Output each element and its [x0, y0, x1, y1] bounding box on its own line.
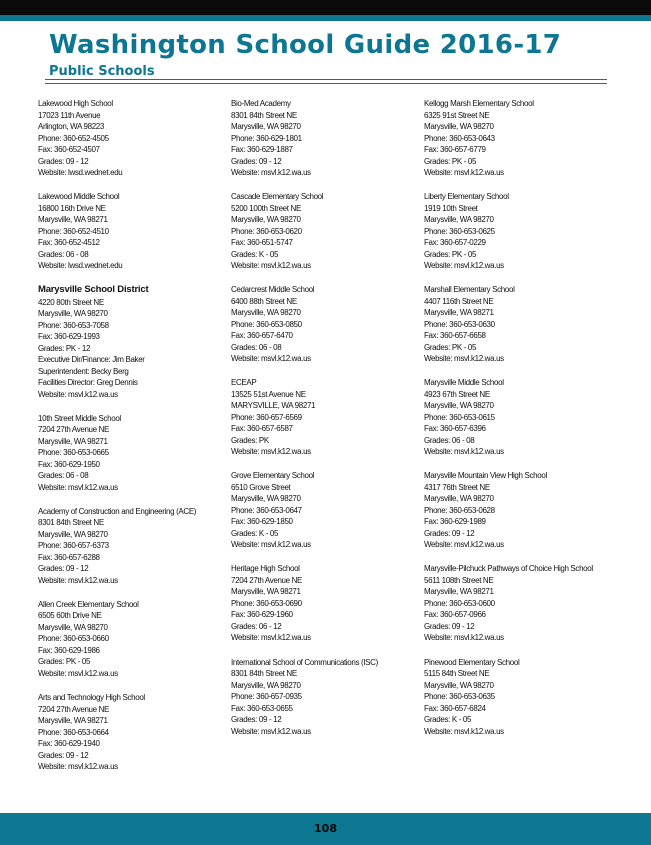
entry-detail-line: Marysville, WA 98270	[424, 401, 494, 411]
entry-detail-line: Phone: 360-653-0647	[231, 505, 302, 515]
entry-detail-line: Grades: 09 - 12	[231, 715, 282, 725]
school-name: Cedarcrest Middle School	[231, 285, 315, 295]
school-name: Cascade Elementary School	[231, 192, 324, 202]
entry-detail-line: Phone: 360-653-0643	[424, 133, 495, 143]
listing-column-2	[231, 98, 419, 750]
school-name: Arts and Technology High School	[38, 693, 145, 703]
entry-detail-line: 16800 16th Drive NE	[38, 203, 106, 213]
entry-detail-line: Marysville, WA 98271	[38, 436, 108, 446]
school-name: Kellogg Marsh Elementary School	[424, 99, 534, 108]
school-entry	[424, 563, 612, 644]
entry-detail-line: Grades: K - 05	[231, 249, 279, 259]
entry-detail-line: Grades: PK - 05	[38, 657, 91, 667]
school-name: Marysville Middle School	[424, 378, 504, 388]
entry-detail-line: Phone: 360-653-0690	[231, 598, 302, 608]
entry-detail-line: Marysville, WA 98270	[424, 122, 494, 131]
entry-detail-line: Grades: K - 05	[231, 528, 279, 538]
entry-detail-line: Marysville, WA 98270	[38, 529, 108, 539]
entry-detail-line: 4317 76th Street NE	[424, 482, 490, 492]
entry-detail-line: 7204 27th Avenue NE	[38, 704, 110, 714]
entry-detail-line: 5611 108th Street NE	[424, 575, 494, 585]
entry-detail-line: Marysville, WA 98270	[231, 215, 301, 225]
entry-detail-line: Phone: 360-653-0620	[231, 226, 302, 236]
entry-detail-line: Fax: 360-653-0655	[231, 703, 293, 713]
entry-detail-line: Website: msvl.k12.wa.us	[231, 447, 311, 457]
entry-detail-line: Fax: 360-657-6587	[231, 424, 293, 434]
school-entry	[231, 657, 419, 738]
school-entry	[231, 563, 419, 644]
entry-detail-line: Facilities Director: Greg Dennis	[38, 378, 138, 388]
top-teal-band	[0, 15, 651, 21]
entry-detail-line: Fax: 360-657-0966	[424, 610, 486, 620]
entry-detail-line: Grades: 06 - 08	[231, 342, 282, 352]
header-rule-top	[45, 79, 607, 80]
entry-detail-line: Grades: 06 - 08	[424, 435, 475, 445]
entry-detail-line: 6510 Grove Street	[231, 482, 291, 492]
entry-detail-line: Phone: 360-653-0635	[424, 692, 495, 702]
school-entry	[38, 191, 226, 272]
entry-detail-line: Website: msvl.k12.wa.us	[231, 726, 311, 736]
district-name: Marysville School District	[38, 284, 149, 296]
listing-column-3	[424, 98, 612, 750]
school-entry	[424, 191, 612, 272]
school-name: Pinewood Elementary School	[424, 657, 520, 667]
entry-detail-line: Grades: 09 - 12	[38, 750, 89, 760]
entry-detail-line: 13525 51st Avenue NE	[231, 389, 306, 399]
entry-detail-line: Website: msvl.k12.wa.us	[424, 540, 504, 550]
entry-detail-line: Website: msvl.k12.wa.us	[38, 668, 118, 678]
school-name: 10th Street Middle School	[38, 413, 121, 423]
entry-detail-line: 8301 84th Street NE	[231, 669, 297, 679]
school-name: ECEAP	[231, 378, 257, 388]
entry-detail-line: 8301 84th Street NE	[231, 110, 297, 120]
school-entry	[231, 470, 419, 551]
entry-detail-line: Website: msvl.k12.wa.us	[231, 261, 311, 271]
school-name: Marshall Elementary School	[424, 285, 515, 295]
school-name: Allen Creek Elementary School	[38, 599, 139, 609]
school-name: Marysville Mountain View High School	[424, 471, 547, 481]
entry-detail-line: Grades: PK - 12	[38, 343, 91, 353]
entry-detail-line: Website: msvl.k12.wa.us	[231, 354, 311, 364]
school-entry	[424, 470, 612, 551]
entry-detail-line: Grades: 09 - 12	[38, 156, 89, 166]
entry-detail-line: Phone: 360-653-0850	[231, 319, 302, 329]
entry-detail-line: Marysville, WA 98270	[424, 215, 494, 225]
entry-detail-line: Website: msvl.k12.wa.us	[38, 575, 118, 585]
entry-detail-line: Phone: 360-653-0665	[38, 448, 109, 458]
entry-detail-line: Grades: 09 - 12	[424, 621, 475, 631]
entry-detail-line: Phone: 360-629-1801	[231, 133, 302, 143]
entry-detail-line: Marysville, WA 98270	[231, 122, 301, 131]
district-entry	[38, 284, 226, 400]
entry-detail-line: Phone: 360-653-0630	[424, 319, 495, 329]
school-name: Grove Elementary School	[231, 471, 315, 481]
entry-detail-line: Fax: 360-657-6779	[424, 145, 486, 154]
entry-detail-line: 7204 27th Avenue NE	[231, 575, 303, 585]
entry-detail-line: Phone: 360-653-0628	[424, 505, 495, 515]
entry-detail-line: Marysville, WA 98270	[231, 494, 301, 504]
page-title: Washington School Guide 2016-17	[49, 30, 562, 60]
entry-detail-line: Website: msvl.k12.wa.us	[424, 354, 504, 364]
school-name: Academy of Construction and Engineering (ACE)	[38, 506, 197, 516]
entry-detail-line: Fax: 360-652-4507	[38, 145, 100, 154]
entry-detail-line: Website: msvl.k12.wa.us	[231, 633, 311, 643]
entry-detail-line: Website: msvl.k12.wa.us	[424, 726, 504, 736]
entry-detail-line: Fax: 360-657-6396	[424, 424, 486, 434]
entry-detail-line: 6400 88th Street NE	[231, 296, 297, 306]
entry-detail-line: Fax: 360-657-0229	[424, 238, 486, 248]
page-number: 108	[314, 822, 337, 835]
entry-detail-line: Fax: 360-652-4512	[38, 238, 100, 248]
entry-detail-line: Phone: 360-653-0600	[424, 598, 495, 608]
entry-detail-line: Marysville, WA 98270	[424, 680, 494, 690]
school-entry	[38, 599, 226, 680]
entry-detail-line: MARYSVILLE, WA 98271	[231, 401, 316, 411]
entry-detail-line: Fax: 360-657-6288	[38, 552, 100, 562]
entry-detail-line: Website: msvl.k12.wa.us	[38, 482, 118, 492]
entry-detail-line: Grades: 09 - 12	[424, 528, 475, 538]
entry-detail-line: Grades: PK - 05	[424, 342, 477, 352]
entry-detail-line: Marysville, WA 98270	[231, 680, 301, 690]
entry-detail-line: Phone: 360-653-0664	[38, 727, 109, 737]
entry-detail-line: Fax: 360-629-1887	[231, 145, 293, 154]
entry-detail-line: 17023 11th Avenue	[38, 110, 101, 120]
entry-detail-line: Fax: 360-657-6658	[424, 331, 486, 341]
school-entry	[38, 413, 226, 494]
school-entry	[38, 98, 226, 179]
school-entry	[424, 657, 612, 738]
entry-detail-line: 5115 84th Street NE	[424, 669, 490, 679]
entry-detail-line: Marysville, WA 98271	[38, 716, 108, 726]
entry-detail-line: Marysville, WA 98270	[38, 309, 108, 319]
school-name: International School of Communications (ISC)	[231, 657, 378, 667]
entry-detail-line: Grades: K - 05	[424, 715, 472, 725]
entry-detail-line: Fax: 360-629-1993	[38, 332, 100, 342]
entry-detail-line: 6325 91st Street NE	[424, 110, 490, 120]
entry-detail-line: Website: msvl.k12.wa.us	[231, 540, 311, 550]
listing-column-1	[38, 98, 226, 785]
entry-detail-line: 8301 84th Street NE	[38, 518, 104, 528]
entry-detail-line: Fax: 360-657-6470	[231, 331, 293, 341]
entry-detail-line: 4923 67th Street NE	[424, 389, 490, 399]
entry-detail-line: Executive Dir/Finance: Jim Baker	[38, 355, 145, 365]
entry-detail-line: 7204 27th Avenue NE	[38, 425, 110, 435]
entry-detail-line: Website: msvl.k12.wa.us	[424, 261, 504, 271]
school-entry	[424, 98, 612, 179]
entry-detail-line: Phone: 360-653-0615	[424, 412, 495, 422]
entry-detail-line: 1919 10th Street	[424, 203, 478, 213]
entry-detail-line: 6505 60th Drive NE	[38, 611, 102, 621]
entry-detail-line: Arlington, WA 98223	[38, 122, 104, 131]
entry-detail-line: Phone: 360-653-0625	[424, 226, 495, 236]
entry-detail-line: Website: lwsd.wednet.edu	[38, 168, 123, 177]
entry-detail-line: Website: msvl.k12.wa.us	[424, 633, 504, 643]
school-entry	[38, 692, 226, 773]
entry-detail-line: 4407 116th Street NE	[424, 296, 494, 306]
school-entry	[231, 377, 419, 458]
entry-detail-line: Superintendent: Becky Berg	[38, 366, 129, 376]
entry-detail-line: Phone: 360-657-6373	[38, 541, 109, 551]
entry-detail-line: Phone: 360-653-7058	[38, 320, 109, 330]
entry-detail-line: Phone: 360-652-4510	[38, 226, 109, 236]
entry-detail-line: Phone: 360-657-6569	[231, 412, 302, 422]
top-black-band	[0, 0, 651, 15]
entry-detail-line: Fax: 360-629-1989	[424, 517, 486, 527]
entry-detail-line: Fax: 360-629-1986	[38, 645, 100, 655]
entry-detail-line: Grades: 06 - 08	[38, 249, 89, 259]
entry-detail-line: Phone: 360-657-0935	[231, 692, 302, 702]
school-entry	[231, 284, 419, 365]
entry-detail-line: Fax: 360-629-1960	[231, 610, 293, 620]
entry-detail-line: Grades: 06 - 08	[38, 471, 89, 481]
school-name: Marysville-Pilchuck Pathways of Choice High School	[424, 564, 593, 574]
entry-detail-line: Marysville, WA 98270	[424, 494, 494, 504]
entry-detail-line: Fax: 360-629-1940	[38, 739, 100, 749]
entry-detail-line: Grades: 09 - 12	[231, 156, 282, 166]
entry-detail-line: 5200 100th Street NE	[231, 203, 301, 213]
entry-detail-line: Grades: PK - 05	[424, 249, 477, 259]
school-entry	[231, 191, 419, 272]
entry-detail-line: Website: msvl.k12.wa.us	[38, 389, 118, 399]
school-name: Lakewood Middle School	[38, 192, 120, 202]
school-entry	[424, 377, 612, 458]
entry-detail-line: Marysville, WA 98271	[424, 308, 494, 318]
entry-detail-line: Website: msvl.k12.wa.us	[231, 168, 311, 177]
entry-detail-line: Fax: 360-629-1950	[38, 459, 100, 469]
school-entry	[231, 98, 419, 179]
school-name: Lakewood High School	[38, 99, 113, 108]
entry-detail-line: Website: lwsd.wednet.edu	[38, 261, 123, 271]
entry-detail-line: Marysville, WA 98271	[231, 587, 301, 597]
entry-detail-line: Grades: 06 - 12	[231, 621, 282, 631]
entry-detail-line: Website: msvl.k12.wa.us	[424, 447, 504, 457]
entry-detail-line: Phone: 360-653-0660	[38, 634, 109, 644]
school-name: Bio-Med Academy	[231, 99, 291, 108]
entry-detail-line: Marysville, WA 98271	[38, 215, 108, 225]
entry-detail-line: Marysville, WA 98271	[424, 587, 494, 597]
entry-detail-line: Phone: 360-652-4505	[38, 133, 109, 143]
entry-detail-line: 4220 80th Street NE	[38, 297, 104, 307]
school-name: Liberty Elementary School	[424, 192, 509, 202]
entry-detail-line: Marysville, WA 98270	[231, 308, 301, 318]
school-name: Heritage High School	[231, 564, 300, 574]
entry-detail-line: Fax: 360-629-1850	[231, 517, 293, 527]
section-subtitle: Public Schools	[49, 64, 155, 79]
entry-detail-line: Marysville, WA 98270	[38, 622, 108, 632]
school-entry	[424, 284, 612, 365]
entry-detail-line: Grades: 09 - 12	[38, 564, 89, 574]
header-rule-bottom	[45, 83, 607, 84]
entry-detail-line: Grades: PK	[231, 435, 269, 445]
entry-detail-line: Fax: 360-651-5747	[231, 238, 293, 248]
entry-detail-line: Website: msvl.k12.wa.us	[38, 762, 118, 772]
entry-detail-line: Website: msvl.k12.wa.us	[424, 168, 504, 177]
entry-detail-line: Grades: PK - 05	[424, 156, 477, 166]
entry-detail-line: Fax: 360-657-6824	[424, 703, 486, 713]
school-entry	[38, 506, 226, 587]
